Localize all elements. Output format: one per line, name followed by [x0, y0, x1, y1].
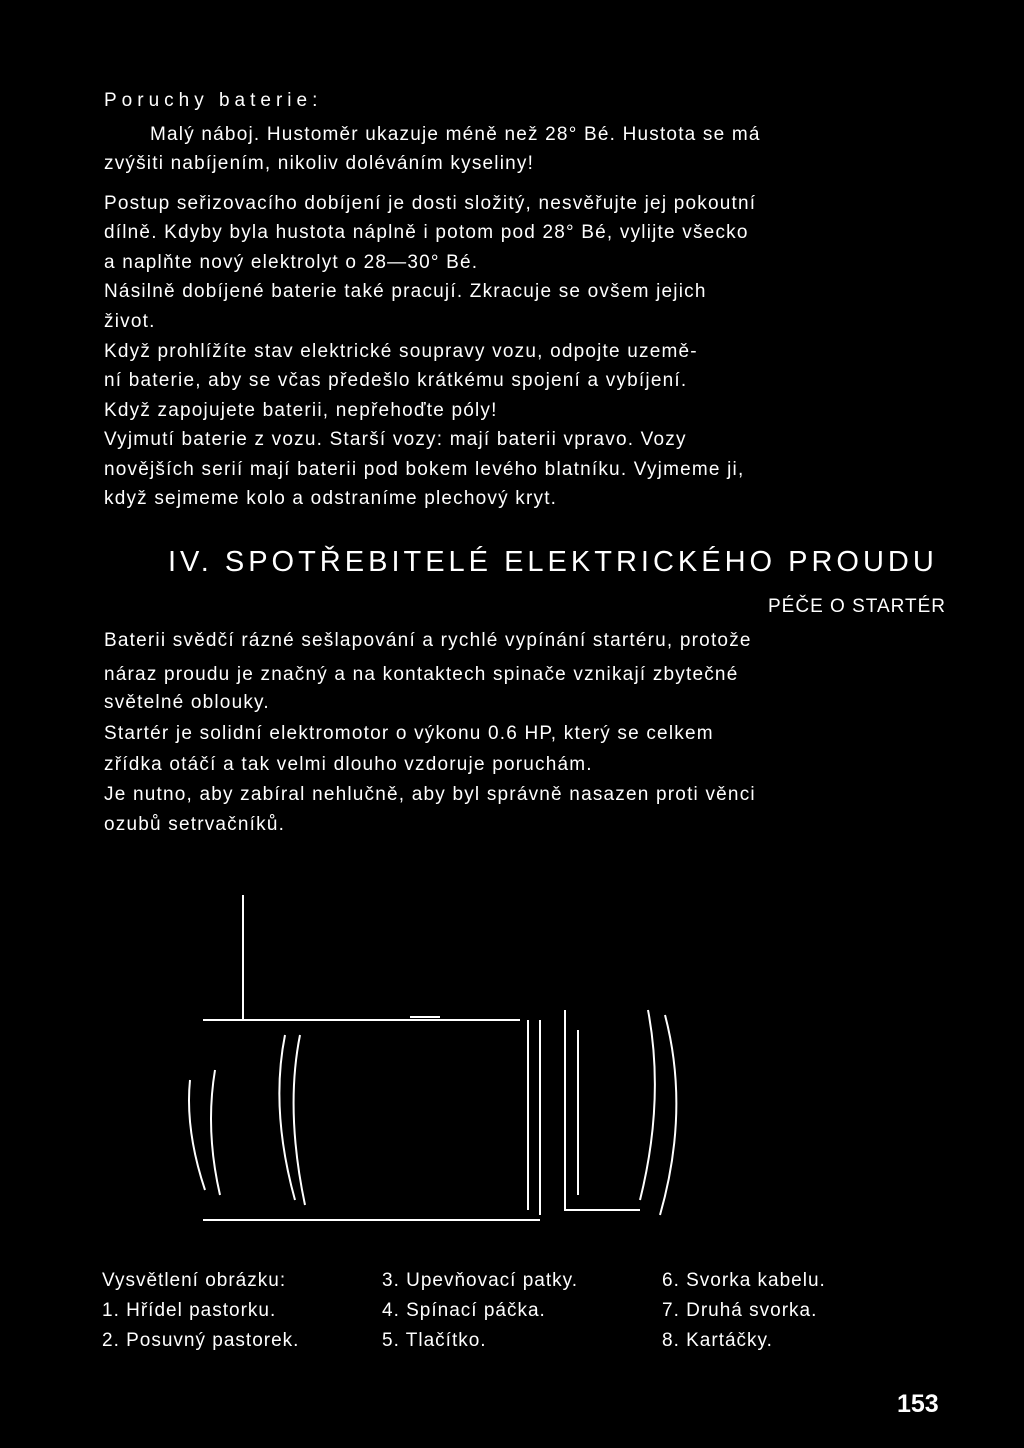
text-line: Startér je solidní elektromotor o výkonu 0.6 HP, který se celkem — [104, 723, 714, 744]
section-subtitle: PÉČE O STARTÉR — [768, 596, 946, 617]
text-line: Baterii svědčí rázné sešlapování a rychlé vypínání startéru, protože — [104, 630, 752, 651]
faults-heading: Poruchy baterie: — [104, 90, 323, 111]
housing-mid-arc — [279, 1035, 295, 1200]
legend-column-3 — [662, 1266, 826, 1356]
text-line: Násilně dobíjené baterie také pracují. Zkracuje se ovšem jejich — [104, 281, 707, 302]
text-line: a naplňte nový elektrolyt o 28—30° Bé. — [104, 252, 479, 273]
text-line: novějších serií mají baterii pod bokem levého blatníku. Vyjmeme ji, — [104, 459, 745, 480]
text-line: dílně. Kdyby byla hustota náplně i potom pod 28° Bé, vylijte všecko — [104, 222, 749, 243]
legend-item: 3. Upevňovací patky. — [382, 1270, 579, 1291]
cover-right-arc — [640, 1010, 655, 1200]
legend-item: 8. Kartáčky. — [662, 1330, 773, 1351]
legend-item: 1. Hřídel pastorku. — [102, 1300, 277, 1321]
text-line: život. — [104, 311, 156, 332]
text-line: Když zapojujete baterii, nepřehoďte póly! — [104, 400, 498, 421]
legend-column-1 — [102, 1266, 299, 1356]
legend-item: 6. Svorka kabelu. — [662, 1270, 826, 1291]
legend-item: 7. Druhá svorka. — [662, 1300, 818, 1321]
text-line: Když prohlížíte stav elektrické soupravy vozu, odpojte uzemě- — [104, 341, 698, 362]
cover-right-arc — [660, 1015, 676, 1215]
text-line: Malý náboj. Hustoměr ukazuje méně než 28° Bé. Hustota se má — [150, 124, 761, 145]
text-line: zřídka otáčí a tak velmi dlouho vzdoruje poruchám. — [104, 754, 593, 775]
page-number: 153 — [897, 1390, 939, 1418]
legend-item: 4. Spínací páčka. — [382, 1300, 546, 1321]
text-line: náraz proudu je značný a na kontaktech spinače vznikají zbytečné — [104, 664, 739, 685]
legend-item: 2. Posuvný pastorek. — [102, 1330, 300, 1351]
text-line: zvýšiti nabíjením, nikoliv doléváním kyseliny! — [104, 153, 535, 174]
text-line: když sejmeme kolo a odstraníme plechový kryt. — [104, 488, 558, 509]
text-line: Je nutno, aby zabíral nehlučně, aby byl správně nasazen proti věnci — [104, 784, 756, 805]
chapter-title: IV. SPOTŘEBITELÉ ELEKTRICKÉHO PROUDU — [168, 546, 938, 578]
text-line: ozubů setrvačníků. — [104, 814, 286, 835]
text-line: světelné oblouky. — [104, 692, 270, 713]
terminal — [565, 1010, 640, 1210]
text-line: Postup seřizovacího dobíjení je dosti složitý, nesvěřujte jej pokoutní — [104, 193, 757, 214]
legend-item: 5. Tlačítko. — [382, 1330, 487, 1351]
legend-item: Vysvětlení obrázku: — [102, 1270, 287, 1291]
text-line: Vyjmutí baterie z vozu. Starší vozy: mají baterii vpravo. Vozy — [104, 429, 687, 450]
text-line: ní baterie, aby se včas předešlo krátkému spojení a vybíjení. — [104, 370, 688, 391]
legend-column-2 — [382, 1266, 578, 1356]
housing-left-arc — [211, 1070, 220, 1195]
housing-left-arc — [189, 1080, 205, 1190]
housing-mid-arc — [294, 1035, 305, 1205]
